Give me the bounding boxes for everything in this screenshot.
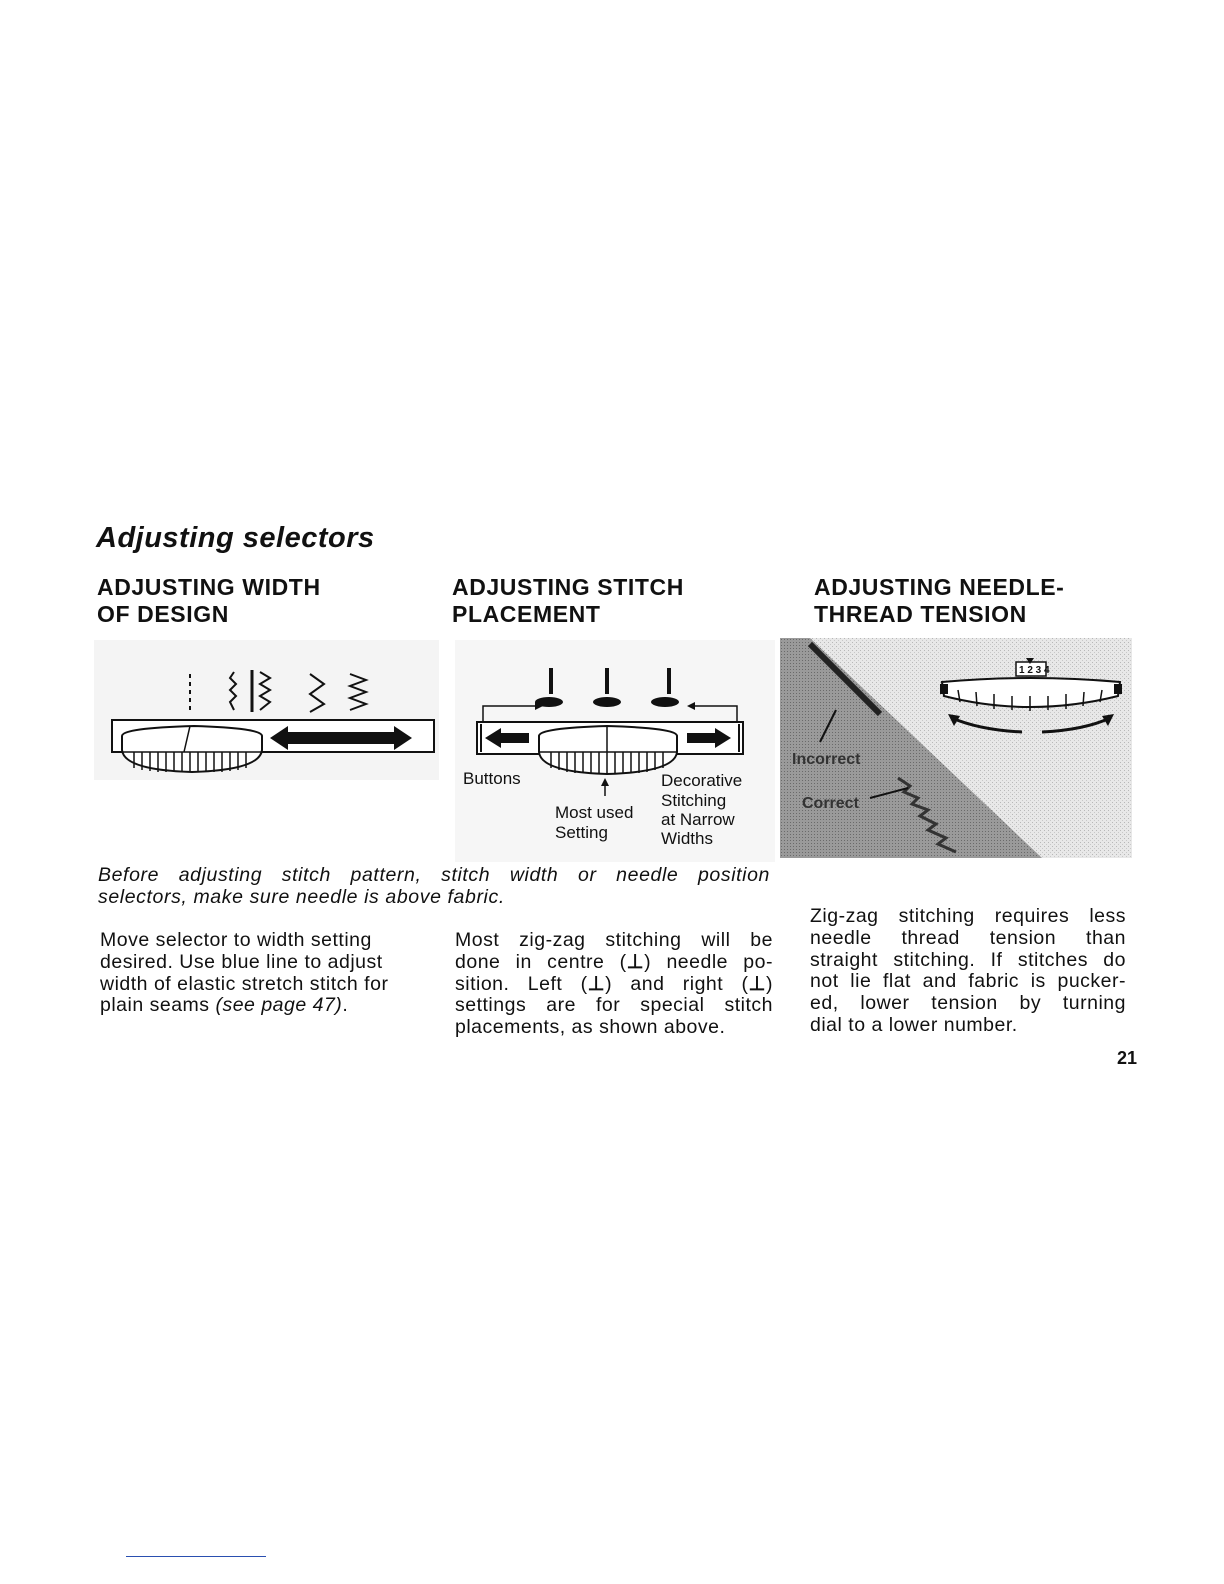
dial-numbers: 1 2 3 4: [1019, 665, 1050, 676]
heading-line: PLACEMENT: [452, 601, 601, 627]
text-fragment: done in centre (: [455, 950, 627, 973]
heading-line: THREAD TENSION: [814, 601, 1027, 627]
label-widths: Widths: [661, 829, 713, 848]
label-stitching: Stitching: [661, 791, 727, 810]
label-at-narrow: at Narrow: [661, 810, 735, 829]
text-fragment: sition. Left (: [455, 972, 588, 995]
heading-width-of-design: [97, 574, 321, 628]
text-fragment: ) needle po-: [644, 950, 773, 973]
heading-stitch-placement: [452, 574, 684, 628]
paragraph-line: placements, as shown above.: [455, 1016, 726, 1039]
paragraph-line: Zig-zag stitching requires less: [810, 905, 1126, 927]
label-buttons: Buttons: [463, 769, 521, 788]
needle-right-icon: ⊥: [748, 972, 766, 995]
heading-thread-tension: [814, 574, 1064, 628]
paragraph-line: Move selector to width setting: [100, 929, 372, 951]
paragraph-line: Most zig-zag stitching will be: [455, 929, 773, 951]
text-fragment: plain seams: [100, 994, 216, 1017]
needle-left-icon: ⊥: [587, 972, 606, 995]
paragraph-line: straight stitching. If stitches do: [810, 948, 1126, 971]
heading-line: ADJUSTING STITCH: [452, 574, 684, 600]
paragraph-placement: [455, 930, 773, 1039]
paragraph-line: settings are for special stitch: [455, 994, 773, 1017]
label-incorrect: Incorrect: [792, 751, 861, 768]
stitch-placement-illustration: [455, 640, 775, 862]
label-correct: Correct: [802, 795, 859, 812]
tension-dial-photo: [780, 638, 1132, 858]
heading-line: ADJUSTING WIDTH: [97, 574, 321, 600]
paragraph-line: dial to a lower number.: [810, 1013, 1018, 1036]
label-most-used: Most used: [555, 803, 634, 822]
paragraph-line: [100, 995, 418, 1017]
paragraph-line: ed, lower tension by turning: [810, 992, 1126, 1015]
paragraph-width: [100, 930, 418, 1017]
paragraph-line: needle thread tension than: [810, 926, 1126, 949]
paragraph-line: [455, 952, 773, 974]
page-title: Adjusting selectors: [96, 522, 375, 554]
paragraph-line: not lie flat and fabric is pucker-: [810, 970, 1126, 993]
needle-centre-icon: ⊥: [626, 950, 645, 973]
text-fragment: .: [342, 994, 349, 1017]
footer-rule: [126, 1556, 266, 1557]
label-setting: Setting: [555, 823, 608, 842]
paragraph-line: desired. Use blue line to adjust: [100, 950, 383, 973]
heading-line: OF DESIGN: [97, 601, 229, 627]
caption-line: selectors, make sure needle is above fabric.: [98, 886, 505, 908]
text-fragment: ): [766, 972, 773, 995]
paragraph-line: width of elastic stretch stitch for: [100, 972, 389, 995]
paragraph-line: [455, 974, 773, 996]
caption-line: Before adjusting stitch pattern, stitch width or needle position: [98, 864, 770, 886]
text-fragment: ) and right (: [605, 972, 749, 995]
page-number: 21: [1117, 1048, 1138, 1068]
label-decorative: Decorative: [661, 771, 743, 790]
caption: [98, 864, 770, 908]
heading-line: ADJUSTING NEEDLE-: [814, 574, 1065, 600]
paragraph-tension: [810, 906, 1126, 1037]
page-reference: (see page 47): [215, 994, 343, 1017]
width-selector-illustration: [94, 640, 439, 780]
